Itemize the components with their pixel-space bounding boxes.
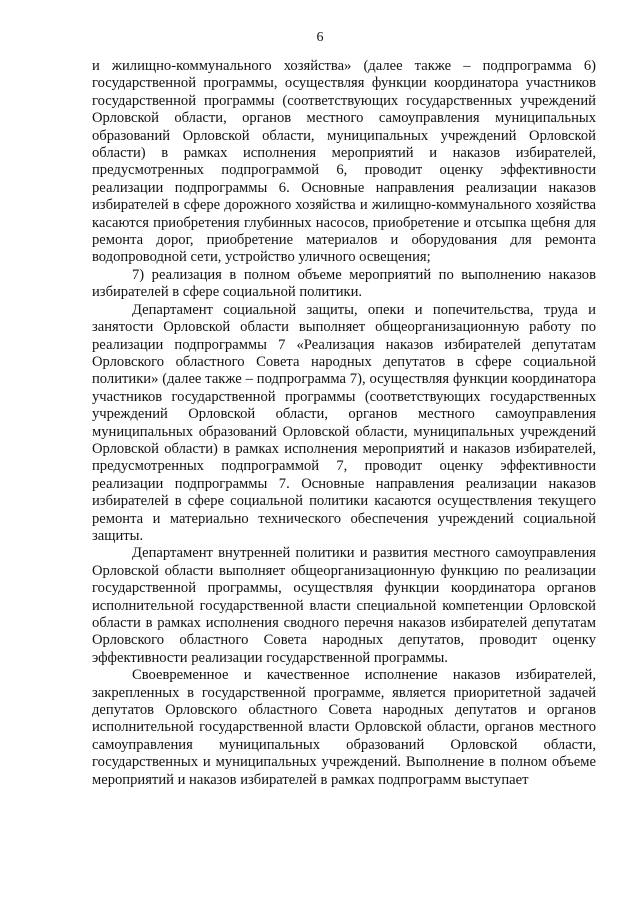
paragraph-timely-execution: Своевременное и качественное исполнение наказов избирателей, закрепленных в государственной программе, является приоритетной задачей депутатов Орловского областного Совета народных депутатов и органов исполнительной государственной власти Орловской области, органов местного самоуправления муниципальных образований Орловской области, государственных и муниципальных учреждений. Выполнение в полном объеме мероприятий и наказов избирателей в рамках подпрограмм выступает [92,667,596,788]
page-number: 6 [316,30,324,45]
paragraph-subprogram-6-continued: и жилищно-коммунального хозяйства» (далее также – подпрограмма 6) государственной программы, осуществляя функции координатора участников государственной программы (соответствующих государственных учреждений Орловской области, органов местного самоуправления муниципальных образований Орловской области, муниципальных учреждений Орловской области) в рамках исполнения мероприятий и наказов избирателей, предусмотренных подпрограммой 6, проводит оценку эффективности реализации подпрограммы 6. Основные направления реализации наказов избирателей в сфере дорожного хозяйства и жилищно-коммунального хозяйства касаются приобретения глубинных насосов, приобретение и отсыпка щебня для ремонта дорог, приобретение материалов и оборудования для ремонта водопроводной сети, устройство уличного освещения; [92,58,596,266]
paragraph-item-7: 7) реализация в полном объеме мероприятий по выполнению наказов избирателей в сфере социальной политики. [92,266,596,301]
paragraph-social-protection-department: Департамент социальной защиты, опеки и попечительства, труда и занятости Орловской области выполняет общеорганизационную работу по реализации подпрограммы 7 «Реализация наказов избирателей депутатам Орловского областного Совета народных депутатов в сфере социальной политики» (далее также – подпрограмма 7), осуществляя функции координатора участников государственной программы (соответствующих государственных учреждений Орловской области, органов местного самоуправления муниципальных образований Орловской области, муниципальных учреждений Орловской области) в рамках исполнения мероприятий и наказов избирателей, предусмотренных подпрограммой 7, проводит оценку эффективности реализации подпрограммы 7. Основные направления реализации наказов избирателей в сфере социальной политики касаются осуществления текущего ремонта и материально технического обеспечения учреждений социальной защиты. [92,301,596,544]
document-body [92,58,596,789]
paragraph-internal-policy-department: Департамент внутренней политики и развития местного самоуправления Орловской области выполняет общеорганизационную функцию по реализации государственной программы, осуществляя функции координатора органов исполнительной государственной власти специальной компетенции Орловской области в рамках исполнения сводного перечня наказов избирателей депутатам Орловского областного Совета народных депутатов, проводит оценку эффективности реализации государственной программы. [92,545,596,666]
